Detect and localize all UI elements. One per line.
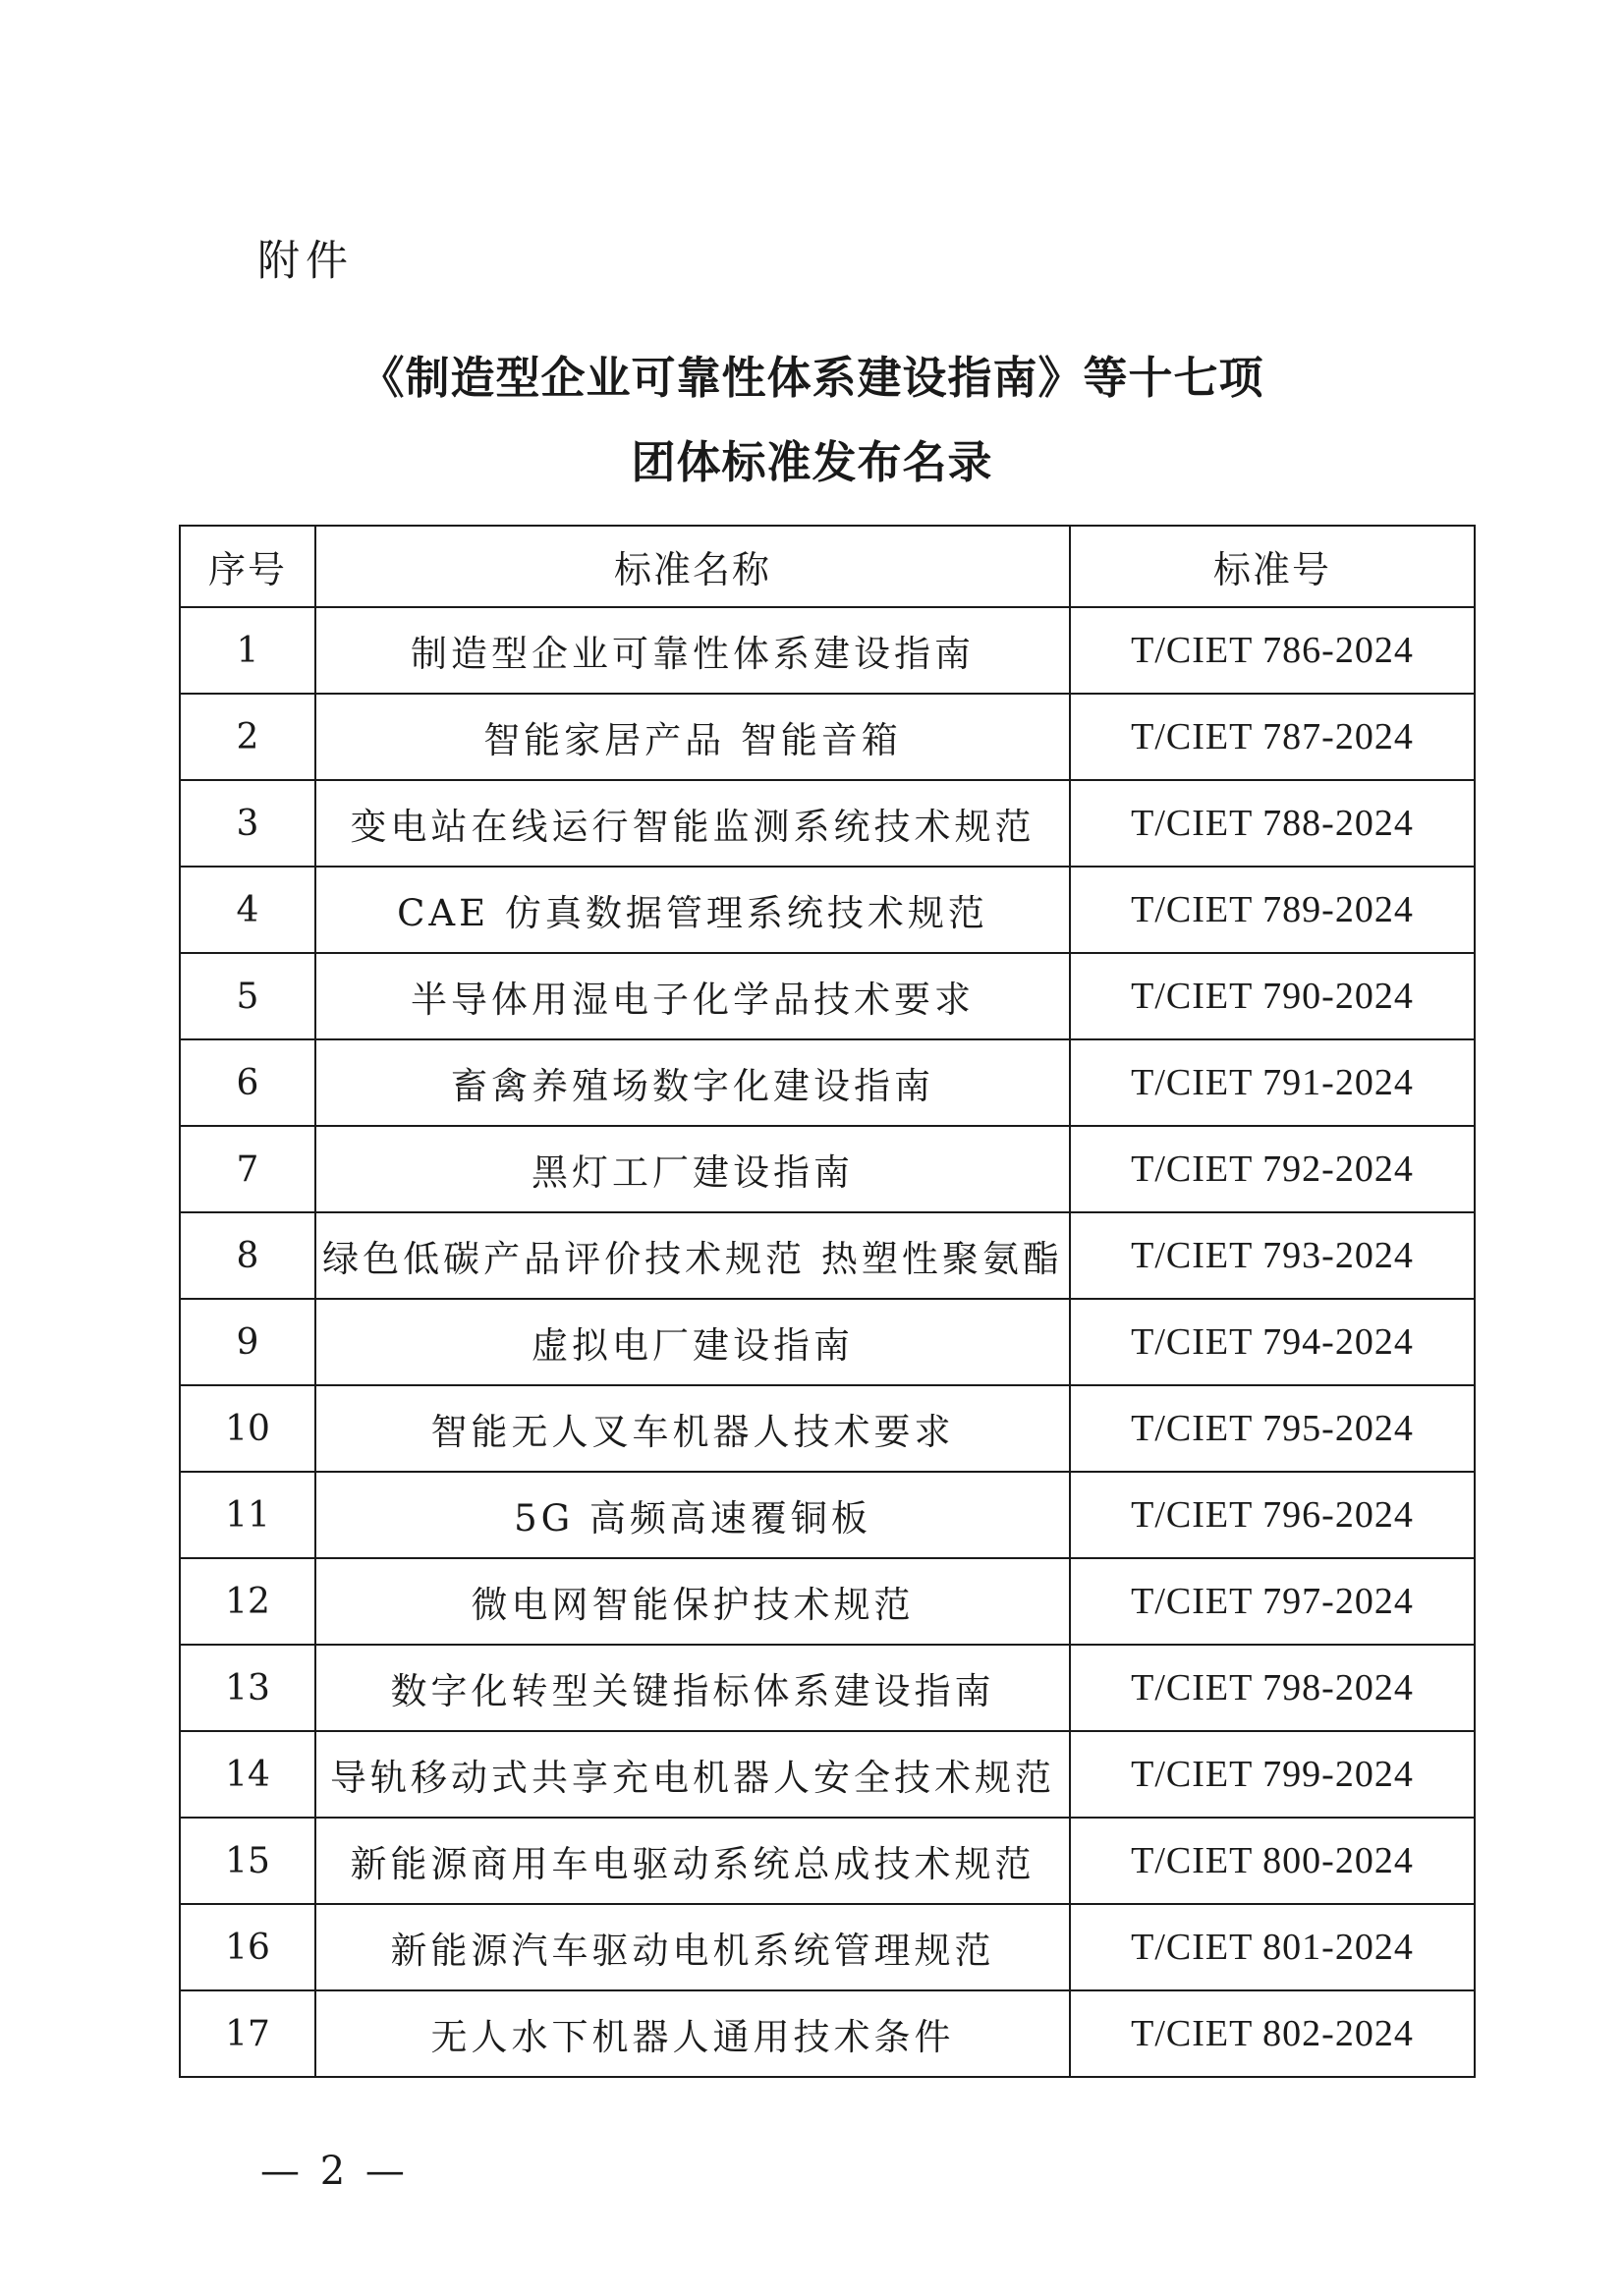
row-standard-code: T/CIET 789-2024 xyxy=(1070,867,1475,953)
table-row xyxy=(180,694,1475,780)
row-serial-number: 5 xyxy=(180,953,315,1039)
table-row xyxy=(180,1126,1475,1212)
row-standard-name: 新能源汽车驱动电机系统管理规范 xyxy=(315,1904,1070,1990)
table-row xyxy=(180,607,1475,694)
row-standard-name: 变电站在线运行智能监测系统技术规范 xyxy=(315,780,1070,867)
row-standard-name: 导轨移动式共享充电机器人安全技术规范 xyxy=(315,1731,1070,1818)
row-standard-name: 无人水下机器人通用技术条件 xyxy=(315,1990,1070,2077)
row-serial-number: 9 xyxy=(180,1299,315,1385)
row-standard-code: T/CIET 802-2024 xyxy=(1070,1990,1475,2077)
row-serial-number: 14 xyxy=(180,1731,315,1818)
table-header xyxy=(180,526,1475,607)
page-number: — 2 — xyxy=(260,2149,409,2194)
table-row xyxy=(180,1818,1475,1904)
document-title-line-2: 团体标准发布名录 xyxy=(631,436,993,488)
row-serial-number: 3 xyxy=(180,780,315,867)
row-standard-code: T/CIET 791-2024 xyxy=(1070,1039,1475,1126)
row-standard-name: 畜禽养殖场数字化建设指南 xyxy=(315,1039,1070,1126)
row-standard-code: T/CIET 797-2024 xyxy=(1070,1558,1475,1645)
table-row xyxy=(180,1299,1475,1385)
row-standard-code: T/CIET 794-2024 xyxy=(1070,1299,1475,1385)
row-standard-name: 智能无人叉车机器人技术要求 xyxy=(315,1385,1070,1472)
row-standard-code: T/CIET 787-2024 xyxy=(1070,694,1475,780)
table-row xyxy=(180,1039,1475,1126)
row-standard-name: 制造型企业可靠性体系建设指南 xyxy=(315,607,1070,694)
table-row xyxy=(180,1472,1475,1558)
table-row xyxy=(180,1558,1475,1645)
row-standard-code: T/CIET 792-2024 xyxy=(1070,1126,1475,1212)
row-standard-name: 半导体用湿电子化学品技术要求 xyxy=(315,953,1070,1039)
table-row xyxy=(180,1990,1475,2077)
row-standard-name: CAE 仿真数据管理系统技术规范 xyxy=(315,867,1070,953)
row-serial-number: 1 xyxy=(180,607,315,694)
row-standard-code: T/CIET 790-2024 xyxy=(1070,953,1475,1039)
table-header-row xyxy=(180,526,1475,607)
table-row xyxy=(180,1385,1475,1472)
row-standard-code: T/CIET 796-2024 xyxy=(1070,1472,1475,1558)
row-serial-number: 4 xyxy=(180,867,315,953)
row-standard-name: 智能家居产品 智能音箱 xyxy=(315,694,1070,780)
row-standard-name: 黑灯工厂建设指南 xyxy=(315,1126,1070,1212)
document-title-line-1: 《制造型企业可靠性体系建设指南》等十七项 xyxy=(360,352,1264,404)
row-standard-name: 绿色低碳产品评价技术规范 热塑性聚氨酯 xyxy=(315,1212,1070,1299)
header-standard-code: 标准号 xyxy=(1070,526,1475,607)
table-row xyxy=(180,1731,1475,1818)
row-standard-name: 5G 高频高速覆铜板 xyxy=(315,1472,1070,1558)
row-standard-code: T/CIET 801-2024 xyxy=(1070,1904,1475,1990)
table-row xyxy=(180,867,1475,953)
row-standard-code: T/CIET 799-2024 xyxy=(1070,1731,1475,1818)
attachment-label: 附件 xyxy=(257,237,354,286)
row-serial-number: 8 xyxy=(180,1212,315,1299)
row-standard-code: T/CIET 795-2024 xyxy=(1070,1385,1475,1472)
standards-table xyxy=(179,525,1476,2078)
table-row xyxy=(180,953,1475,1039)
row-standard-code: T/CIET 793-2024 xyxy=(1070,1212,1475,1299)
row-standard-name: 数字化转型关键指标体系建设指南 xyxy=(315,1645,1070,1731)
row-standard-code: T/CIET 788-2024 xyxy=(1070,780,1475,867)
row-serial-number: 7 xyxy=(180,1126,315,1212)
row-standard-name: 虚拟电厂建设指南 xyxy=(315,1299,1070,1385)
header-serial-number: 序号 xyxy=(180,526,315,607)
row-serial-number: 2 xyxy=(180,694,315,780)
row-serial-number: 15 xyxy=(180,1818,315,1904)
table-row xyxy=(180,1645,1475,1731)
table-row xyxy=(180,1212,1475,1299)
row-serial-number: 11 xyxy=(180,1472,315,1558)
row-serial-number: 12 xyxy=(180,1558,315,1645)
row-standard-code: T/CIET 786-2024 xyxy=(1070,607,1475,694)
table-body xyxy=(180,607,1475,2077)
row-serial-number: 16 xyxy=(180,1904,315,1990)
row-serial-number: 17 xyxy=(180,1990,315,2077)
row-standard-name: 新能源商用车电驱动系统总成技术规范 xyxy=(315,1818,1070,1904)
table-row xyxy=(180,780,1475,867)
table-row xyxy=(180,1904,1475,1990)
row-standard-code: T/CIET 798-2024 xyxy=(1070,1645,1475,1731)
row-serial-number: 6 xyxy=(180,1039,315,1126)
row-standard-name: 微电网智能保护技术规范 xyxy=(315,1558,1070,1645)
row-standard-code: T/CIET 800-2024 xyxy=(1070,1818,1475,1904)
header-standard-name: 标准名称 xyxy=(315,526,1070,607)
row-serial-number: 13 xyxy=(180,1645,315,1731)
row-serial-number: 10 xyxy=(180,1385,315,1472)
